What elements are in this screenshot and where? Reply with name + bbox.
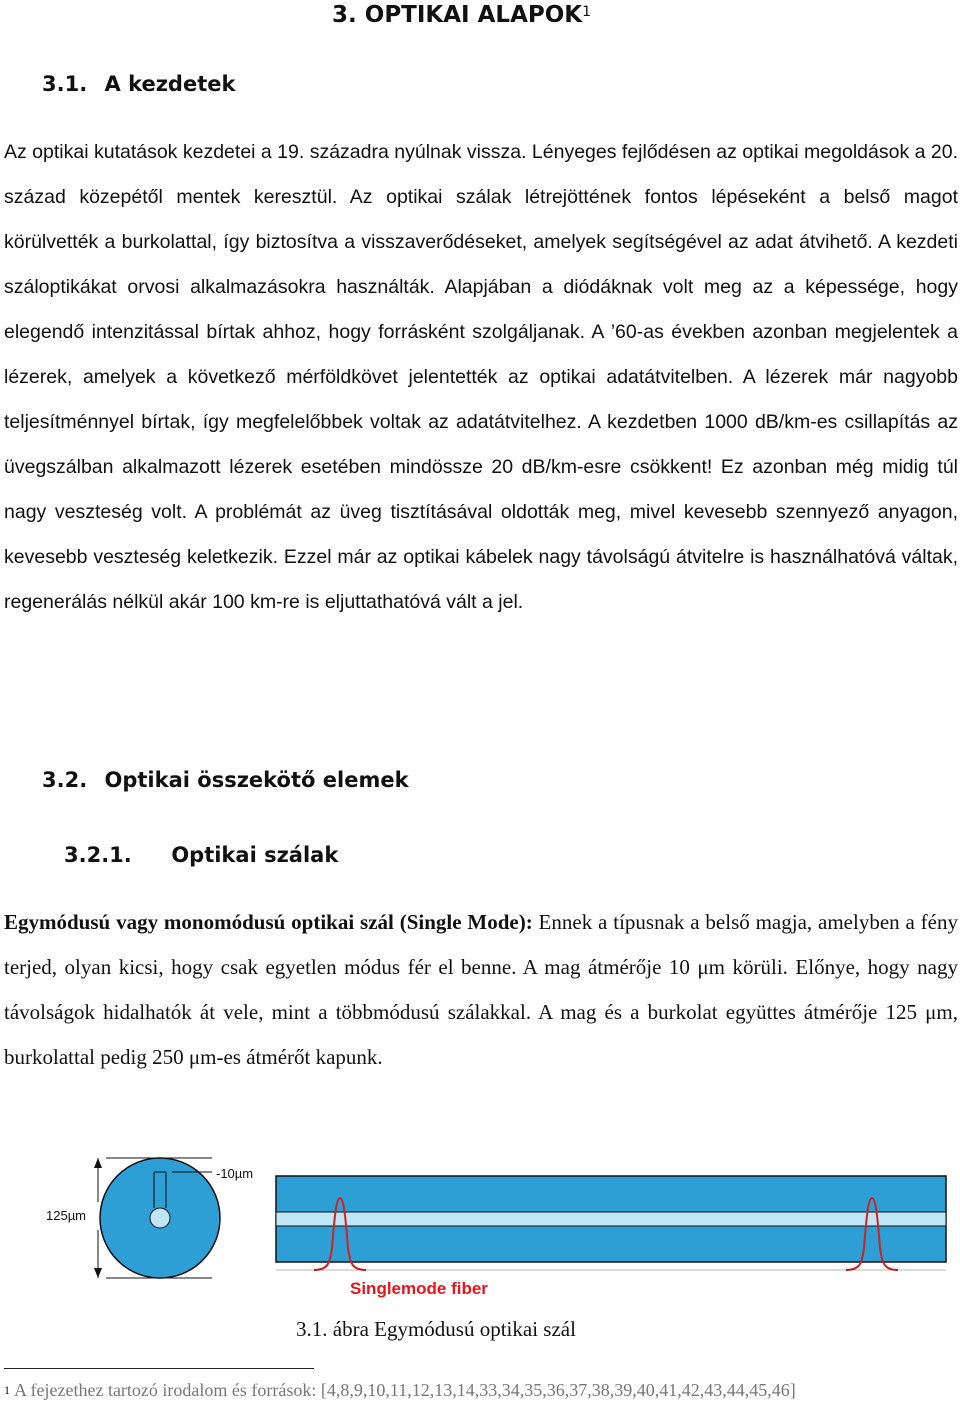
subsection-number: 3.2.1. bbox=[64, 843, 132, 867]
singlemode-fiber-illustration bbox=[40, 1148, 960, 1298]
section-title: A kezdetek bbox=[104, 72, 236, 96]
fiber-figure bbox=[40, 1148, 960, 1298]
cladding-diameter-label: 125µm bbox=[46, 1208, 87, 1223]
footnote-mark: 1 bbox=[4, 1383, 10, 1397]
fiber-cross-section bbox=[46, 1158, 253, 1278]
chapter-footnote-mark[interactable]: 1 bbox=[582, 4, 592, 20]
single-mode-paragraph bbox=[4, 900, 958, 1080]
fiber-longitudinal-view bbox=[276, 1176, 946, 1298]
section-heading-3-2 bbox=[42, 766, 409, 794]
subsection-heading-3-2-1 bbox=[64, 841, 338, 869]
figure-caption: 3.1. ábra Egymódusú optikai szál bbox=[296, 1317, 576, 1341]
intro-paragraph: Az optikai kutatások kezdetei a 19. századra nyúlnak vissza. Lényeges fejlődésen az optikai megoldások a 20. század közepétől mentek keresztül. Az optikai szálak létrejöttének fontos lépéseként a belső magot körülvették a burkolattal, így biztosítva a visszaverődéseket, amelyek segítségével az adat átvihető. A kezdeti száloptikákat orvosi alkalmazásokra használták. Alapjában a diódáknak volt meg az a képessége, hogy elegendő intenzitással bírtak ahhoz, hogy forrásként szolgáljanak. A ’60-as években azonban megjelentek a lézerek, amelyek a következő mérföldkövet jelentették az optikai adatátvitelben. A lézerek már nagyobb teljesítménnyel bírtak, így megfelelőbbek voltak az adatátvitelhez. A kezdetben 1000 dB/km-es csillapítás az üvegszálban alkalmazott lézerek esetében mindössze 20 dB/km-esre csökkent! Ez azonban még midig túl nagy veszteség volt. A problémát az üveg tisztításával oldották meg, mivel kevesebb szennyező anyagon, kevesebb veszteség keletkezik. Ezzel már az optikai kábelek nagy távolságú átvitelre is használhatóvá váltak, regenerálás nélkül akár 100 km-re is eljuttathatóvá vált a jel. bbox=[4, 141, 958, 613]
core-band bbox=[276, 1212, 946, 1226]
subsection-title: Optikai szálak bbox=[171, 843, 339, 867]
chapter-title: OPTIKAI ALAPOK bbox=[364, 2, 583, 28]
footnote-text: A fejezethez tartozó irodalom és források: [4,8,9,10,11,12,13,14,33,34,35,36,37,38,39,40,41,42,43,44,45,46] bbox=[14, 1380, 796, 1400]
single-mode-description: Ennek a típusnak a belső magja, amelyben a fény terjed, olyan kicsi, hogy csak egyetlen módus fér el benne. A mag átmérője 10 μm körüli. Előnye, hogy nagy távolságok hidalhatók át vele, mint a többmódusú szálakkal. A mag és a burkolat együttes átmérője 125 μm, burkolattal pedig 250 μm-es átmérőt kapunk. bbox=[4, 910, 958, 1069]
section-number: 3.2. bbox=[42, 768, 88, 792]
footnote-separator bbox=[4, 1368, 314, 1369]
single-mode-term: Egymódusú vagy monomódusú optikai szál (Single Mode): bbox=[4, 910, 533, 934]
chapter-number: 3. bbox=[332, 2, 357, 28]
core-diameter-label: -10µm bbox=[216, 1166, 254, 1181]
footnote bbox=[4, 1378, 960, 1402]
section-title: Optikai összekötő elemek bbox=[104, 768, 409, 792]
section-heading-3-1 bbox=[42, 70, 235, 98]
section-number: 3.1. bbox=[42, 72, 88, 96]
fiber-type-label: Singlemode fiber bbox=[350, 1279, 488, 1298]
chapter-heading bbox=[332, 0, 591, 30]
core-circle bbox=[150, 1208, 170, 1228]
